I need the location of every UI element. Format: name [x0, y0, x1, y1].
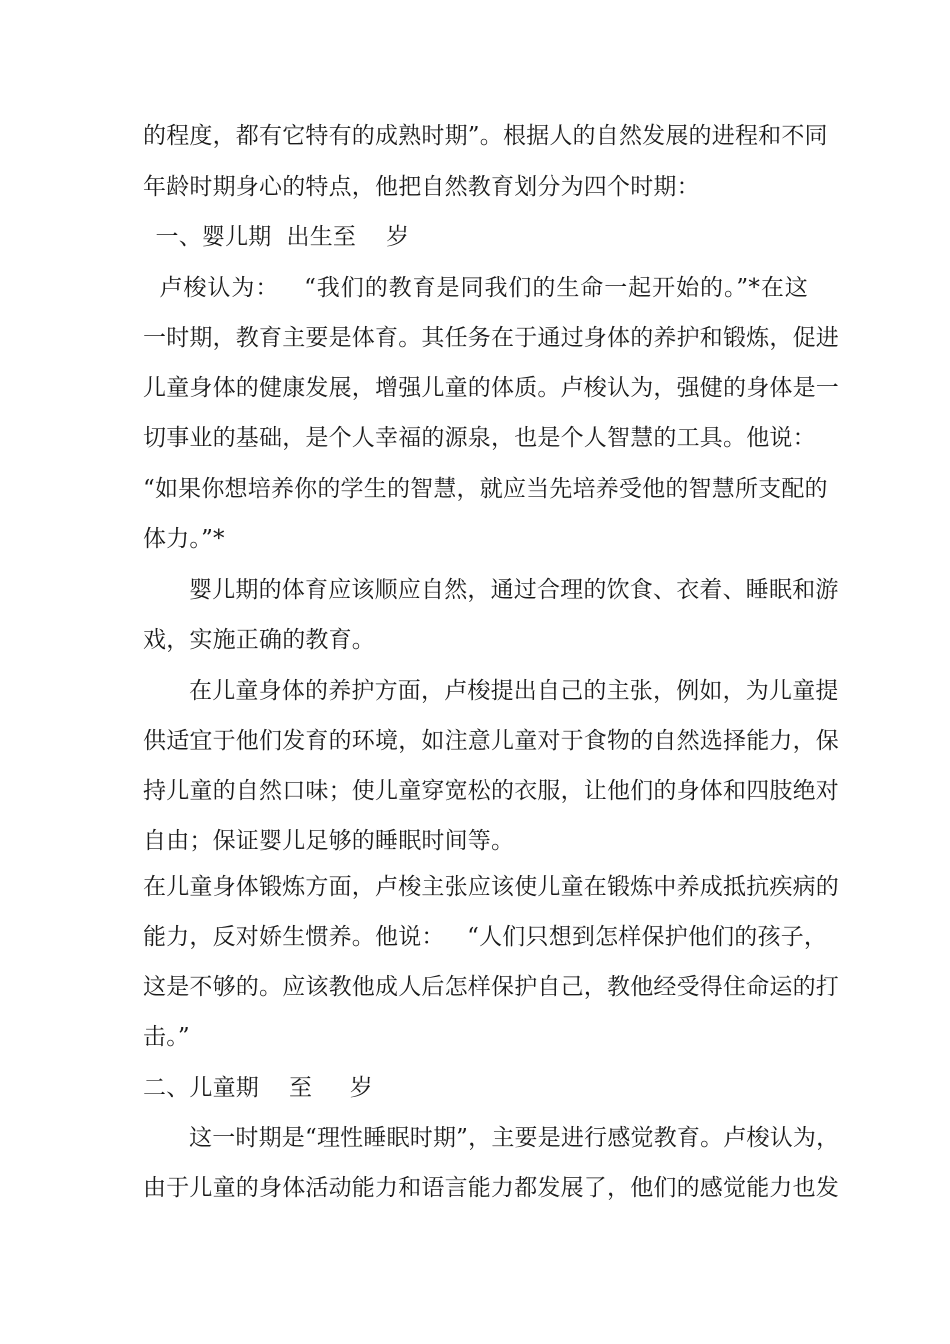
text-line: 由于儿童的身体活动能力和语言能力都发展了，他们的感觉能力也发	[143, 1175, 839, 1201]
text-line: 儿童身体的健康发展，增强儿童的体质。卢梭认为，强健的身体是一	[143, 375, 839, 401]
text-line: 自由；保证婴儿足够的睡眠时间等。	[143, 828, 515, 854]
text-line: 击。”	[143, 1024, 190, 1050]
text-line: 这是不够的。应该教他成人后怎样保护自己，教他经受得住命运的打	[143, 974, 839, 1000]
text-line: 能力，反对娇生惯养。他说： “人们只想到怎样保护他们的孩子，	[143, 924, 828, 950]
section-heading: 二、儿童期 至 岁	[143, 1075, 373, 1101]
text-line: 供适宜于他们发育的环境，如注意儿童对于食物的自然选择能力，保	[143, 728, 839, 754]
paragraph-first-line: 在儿童身体的养护方面，卢梭提出自己的主张，例如，为儿童提	[189, 678, 839, 704]
section-heading: 一、婴儿期 出生至 岁	[148, 224, 410, 250]
paragraph-first-line: 婴儿期的体育应该顺应自然，通过合理的饮食、衣着、睡眠和游	[189, 577, 839, 603]
text-line: 的程度，都有它特有的成熟时期”。根据人的自然发展的进程和不同	[143, 123, 828, 149]
text-line: 切事业的基础，是个人幸福的源泉，也是个人智慧的工具。他说：	[143, 425, 816, 451]
text-line: 在儿童身体锻炼方面，卢梭主张应该使儿童在锻炼中养成抵抗疾病的	[143, 874, 839, 900]
text-line: 一时期，教育主要是体育。其任务在于通过身体的养护和锻炼，促进	[143, 325, 839, 351]
text-line: 卢梭认为： “我们的教育是同我们的生命一起开始的。”*在这	[143, 275, 808, 301]
text-line: 体力。”*	[143, 526, 225, 552]
text-line: 年龄时期身心的特点，他把自然教育划分为四个时期：	[143, 174, 700, 200]
text-line: 持儿童的自然口味；使儿童穿宽松的衣服，让他们的身体和四肢绝对	[143, 778, 839, 804]
paragraph-first-line: 这一时期是“理性睡眠时期”，主要是进行感觉教育。卢梭认为，	[189, 1125, 840, 1151]
text-line: 戏，实施正确的教育。	[143, 627, 375, 653]
text-line: “如果你想培养你的学生的智慧，就应当先培养受他的智慧所支配的	[143, 476, 828, 502]
